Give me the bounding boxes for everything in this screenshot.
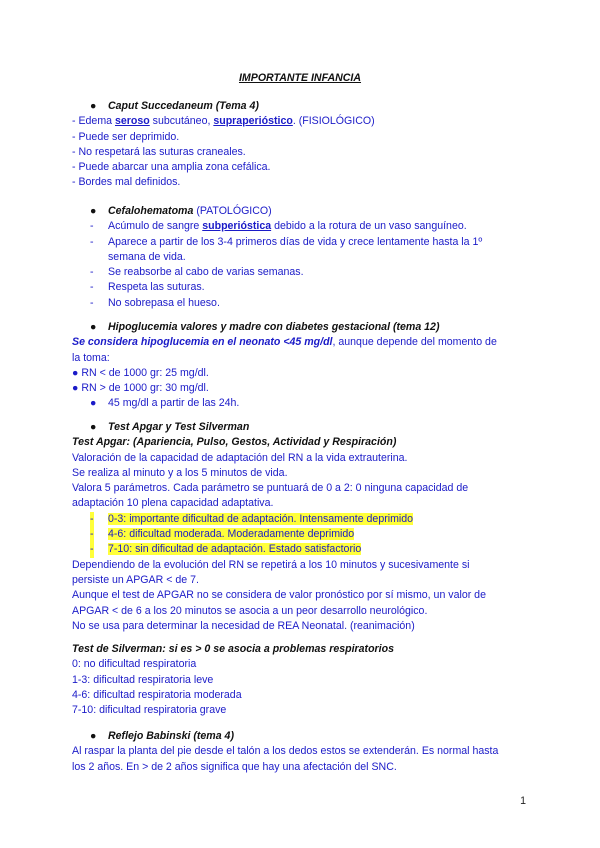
section-heading: ● Hipoglucemia valores y madre con diabetes gestacional (tema 12): [72, 320, 532, 335]
list-item: ● 45 mg/dl a partir de las 24h.: [72, 396, 532, 411]
highlighted-item: - 7-10: sin dificultad de adaptación. Estado satisfactorio: [72, 542, 532, 557]
list-item: - Bordes mal definidos.: [72, 176, 181, 189]
list-item-continuation: semana de vida.: [108, 250, 186, 263]
list-item: - Puede ser deprimido.: [72, 130, 180, 143]
bullet-dot-icon: ●: [90, 397, 97, 410]
text-line: Al raspar la planta del pie desde el talón a los dedos estos se extenderán. Es normal hasta: [72, 745, 499, 758]
list-item: 7-10: dificultad respiratoria grave: [72, 704, 227, 717]
subheading: Test Apgar: (Apariencia, Pulso, Gestos, Actividad y Respiración): [72, 436, 397, 449]
bullet-dot-icon: ●: [90, 205, 97, 217]
highlighted-item: - 4-6: dificultad moderada. Moderadamente deprimido: [72, 527, 532, 542]
subheading: Test de Silverman: si es > 0 se asocia a problemas respiratorios: [72, 643, 394, 655]
text-line: los 2 años. En > de 2 años significa que hay una afectación del SNC.: [72, 760, 397, 773]
bullet-dot-icon: ●: [90, 730, 97, 742]
list-item: ● RN < de 1000 gr: 25 mg/dl.: [72, 366, 209, 379]
text-line: APGAR < de 6 a los 20 minutos se asocia a un peor desarrollo neurológico.: [72, 604, 428, 617]
text-line: adaptación 10 plena capacidad adaptativa.: [72, 497, 274, 510]
text-line: Dependiendo de la evolución del RN se repetirá a los 10 minutos y sucesivamente si: [72, 558, 470, 571]
list-item: - No respetará las suturas craneales.: [72, 145, 246, 158]
page-title: IMPORTANTE INFANCIA: [238, 72, 362, 84]
section-cefalohematoma: [72, 204, 532, 311]
section-hipoglucemia: [72, 320, 532, 412]
text-line: - Edema seroso subcutáneo, supraperióstico. (FISIOLÓGICO): [72, 115, 375, 128]
list-item: - Puede abarcar una amplia zona cefálica.: [72, 161, 271, 174]
section-test-silverman: [72, 642, 532, 718]
list-item: 4-6: dificultad respiratoria moderada: [72, 688, 242, 701]
text-line: Valoración de la capacidad de adaptación del RN a la vida extrauterina.: [72, 451, 408, 464]
bullet-dot-icon: ●: [90, 421, 97, 433]
text-line: persiste un APGAR < de 7.: [72, 573, 199, 586]
section-heading: ● Caput Succedaneum (Tema 4): [72, 99, 532, 114]
list-item: ● RN > de 1000 gr: 30 mg/dl.: [72, 382, 209, 395]
list-item: - Acúmulo de sangre subperióstica debido a la rotura de un vaso sanguíneo.: [90, 220, 467, 233]
text-line: Se realiza al minuto y a los 5 minutos de vida.: [72, 466, 288, 479]
section-heading: ● Test Apgar y Test Silverman: [72, 420, 532, 435]
highlighted-item: - 0-3: importante dificultad de adaptación. Intensamente deprimido: [72, 512, 532, 527]
list-item: - Se reabsorbe al cabo de varias semanas.: [90, 266, 304, 279]
section-heading: ● Cefalohematoma (PATOLÓGICO): [72, 204, 532, 219]
text-line: Valora 5 parámetros. Cada parámetro se puntuará de 0 a 2: 0 ninguna capacidad de: [72, 482, 469, 495]
list-item: - Aparece a partir de los 3-4 primeros días de vida y crece lentamente hasta la 1º: [90, 235, 483, 248]
list-item: 0: no dificultad respiratoria: [72, 658, 197, 671]
section-heading: ● Reflejo Babinski (tema 4): [72, 729, 532, 744]
section-reflejo-babinski: [72, 729, 532, 775]
bullet-dot-icon: ●: [90, 321, 97, 333]
bullet-dot-icon: ●: [90, 100, 97, 112]
list-item: 1-3: dificultad respiratoria leve: [72, 673, 214, 686]
text-line: No se usa para determinar la necesidad de REA Neonatal. (reanimación): [72, 619, 415, 632]
list-item: - No sobrepasa el hueso.: [90, 296, 220, 309]
section-test-apgar: [72, 420, 532, 634]
list-item: - Respeta las suturas.: [90, 281, 205, 294]
section-caput-succedaneum: [72, 99, 532, 191]
text-line: Se considera hipoglucemia en el neonato <45 mg/dl, aunque depende del momento de: [72, 336, 497, 349]
text-line: la toma:: [72, 351, 110, 364]
page-number: 1: [520, 795, 526, 807]
text-line: Aunque el test de APGAR no se considera de valor pronóstico por sí mismo, un valor de: [72, 589, 486, 602]
